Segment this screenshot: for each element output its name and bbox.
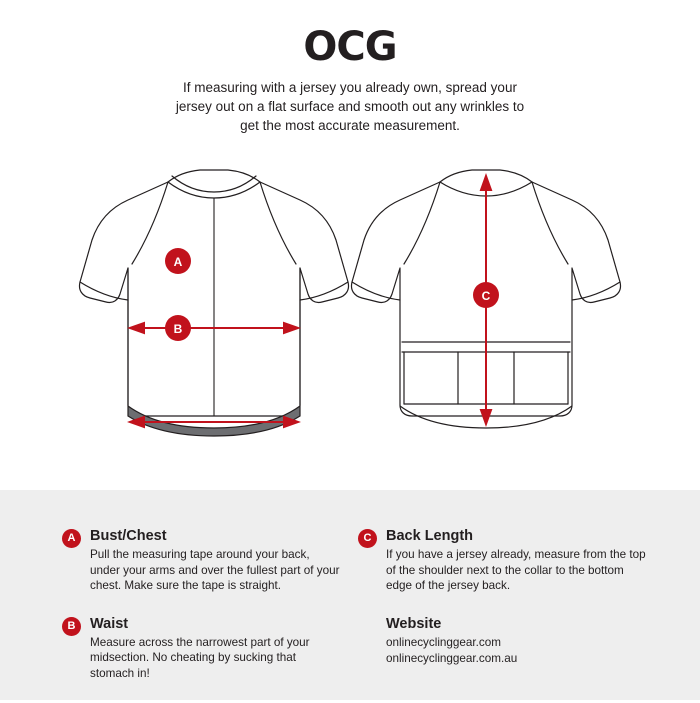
badge-a: A: [62, 529, 81, 548]
svg-text:B: B: [173, 322, 183, 336]
legend-title-back-length: Back Length: [386, 528, 474, 544]
legend-title-website: Website: [386, 615, 442, 632]
intro-text: If measuring with a jersey you already own, spread your jersey out on a flat surface and smooth out any wrinkles to get the most accurate measurement.: [175, 80, 525, 133]
marker-b: [165, 315, 191, 341]
legend-column-right: [358, 528, 648, 689]
website-link-com-au[interactable]: onlinecyclinggear.com.au: [386, 651, 518, 665]
legend-title-waist: Waist: [90, 615, 129, 632]
legend-panel: [0, 490, 700, 700]
brand-logo: OCG: [303, 24, 397, 70]
legend-body-waist: Measure across the narrowest part of your midsection. No cheating by sucking that stomach in!: [90, 635, 310, 680]
svg-text:A: A: [173, 255, 183, 269]
marker-c: [473, 282, 499, 308]
measurement-diagram: [0, 160, 700, 490]
legend-item-website: [358, 616, 648, 667]
marker-a: [165, 248, 191, 274]
badge-b: B: [62, 617, 81, 636]
badge-c: C: [358, 529, 377, 548]
website-link-com[interactable]: onlinecyclinggear.com: [386, 635, 501, 649]
legend-title-bust-chest: Bust/Chest: [90, 528, 167, 544]
legend-item-back-length: [358, 528, 648, 594]
legend-body-bust-chest: Pull the measuring tape around your back, under your arms and over the fullest part of your chest. Make sure the tape is straight.: [90, 548, 340, 592]
svg-text:C: C: [481, 289, 491, 303]
legend-item-bust-chest: [62, 528, 342, 594]
legend-column-left: [62, 528, 342, 703]
legend-item-waist: [62, 616, 342, 682]
legend-body-back-length: If you have a jersey already, measure from the top of the shoulder next to the collar to the bottom edge of the jersey back.: [386, 548, 646, 592]
